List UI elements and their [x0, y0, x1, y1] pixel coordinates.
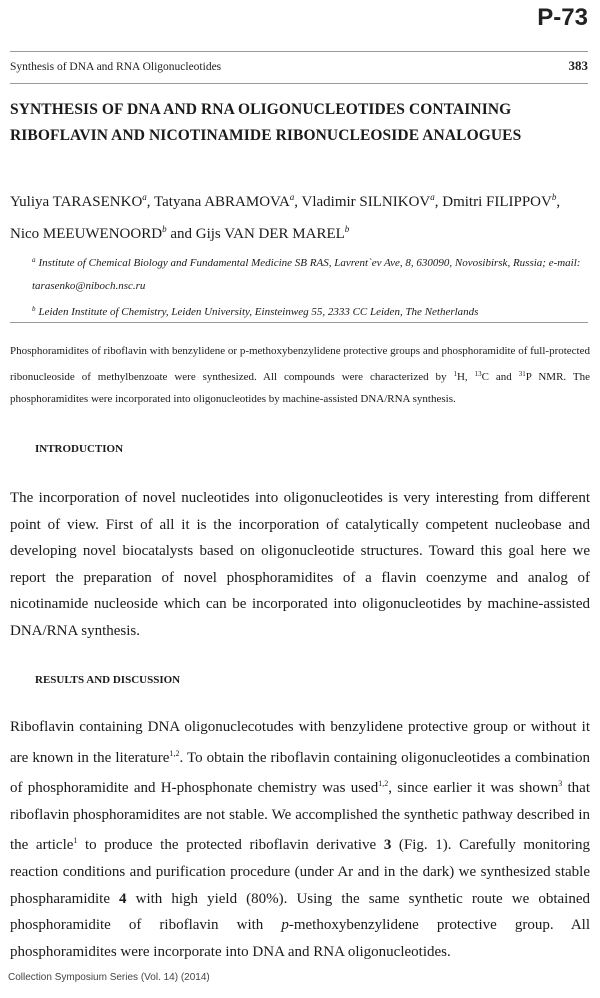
author-affiliation-mark: a [289, 192, 295, 202]
author-affiliation-mark: b [162, 224, 167, 234]
affiliation-b: $^b$ Leiden Institute of Chemistry, Leiden University, Einsteinweg 55, 2333 CC Leiden, The Netherlands [32, 305, 479, 318]
abstract: Phosphoramidites of riboflavin with benzylidene or p-methoxybenzylidene protective groups and phosphoramidite of full-protected ribonucleoside of methylbenzoate were synthesized. All compounds were characterized by $^1$H, $^{13}$C and $^{31}$P NMR. The phosphoramidites were incorporated into oligonucleotides by machine-assisted DNA/RNA synthesis. [10, 345, 590, 405]
header-rule [10, 51, 588, 52]
author-separator: , [146, 194, 155, 210]
citation-ref: 3 [558, 779, 563, 789]
author-list [10, 184, 590, 248]
author-name: Nico MEEUWENOORD [10, 226, 163, 242]
author-name: Yuliya TARASENKO [10, 194, 143, 210]
abstract-rule [10, 322, 588, 323]
author-separator: , [434, 194, 443, 210]
author-affiliation-mark: b [344, 224, 350, 234]
author-affiliation-mark: a [142, 192, 147, 202]
affiliation-a: $^a$ Institute of Chemical Biology and Fundamental Medicine SB RAS, Lavrent`ev Ave, 8, 630090, Novosibirsk, Russia; e-mail: tarasenko@niboch.nsc.ru [32, 256, 581, 292]
article-title: SYNTHESIS OF DNA AND RNA OLIGONUCLEOTIDES CONTAINING RIBOFLAVIN AND NICOTINAMIDE RIBONUCLEOSIDE ANALOGUES [10, 101, 522, 144]
footer-series: Collection Symposium Series (Vol. 14) (2014) [8, 972, 210, 983]
author-name: Vladimir SILNIKOV [301, 194, 431, 210]
author-name: Tatyana ABRAMOVA [154, 194, 290, 210]
author-separator: and [166, 226, 196, 242]
compound-number: 4 [119, 890, 127, 907]
running-header [10, 58, 588, 74]
poster-code: P-73 [537, 4, 588, 31]
citation-ref: 1 [73, 836, 78, 846]
introduction-paragraph: The incorporation of novel nucleotides into oligonucleotides is very interesting from different point of view. First of all it is the incorporation of catalytically competent nucleobase and developing novel biocatalysts based on oligonucleotide structures. Toward this goal here we report the preparation of novel phosphoramidites of a flavin coenzyme and analog of nicotinamide nucleoside which can be incorporated into oligonucleotides by machine-assisted DNA/RNA synthesis. [10, 490, 590, 639]
compound-number: 3 [383, 837, 392, 854]
affiliations [32, 249, 592, 324]
citation-ref: 1,2 [378, 779, 389, 789]
author-name: Gijs VAN DER MAREL [195, 226, 345, 242]
page-number: 383 [568, 58, 588, 73]
header-rule-lower [10, 83, 588, 84]
running-title: Synthesis of DNA and RNA Oligonucleotides [10, 61, 222, 73]
results-paragraph: Riboflavin containing DNA oligonuclecotudes with benzylidene protective group or without it are known in the literature$^{1,2}$. To obtain the riboflavin containing oligonucleotides a combination of phosphoramidite and H-phosphonate chemistry was used$^{1,2}$, since earlier it was shown$^3$ that riboflavin phosphoramidites are not stable. We accomplished the synthetic pathway described in the article$^1$ to produce the protected riboflavin derivative 3 (Fig. 1). Carefully monitoring reaction conditions and purification procedure (under Ar and in the dark) we synthesized stable phospharamidite 4 with high yield (80%). Using the same synthetic route we obtained phosphoramidite of riboflavin with p-methoxybenzylidene protective group. All phosphoramidites were incorporate into DNA and RNA oligonucleotides. [10, 719, 591, 960]
author-separator: , [556, 194, 561, 210]
author-separator: , [294, 194, 302, 210]
results-heading: RESULTS AND DISCUSSION [35, 674, 181, 686]
author-affiliation-mark: a [430, 192, 435, 202]
citation-ref: 1,2 [169, 748, 180, 758]
author-name: Dmitri FILIPPOV [442, 194, 552, 210]
introduction-heading: INTRODUCTION [35, 443, 124, 455]
author-affiliation-mark: b [551, 192, 557, 202]
